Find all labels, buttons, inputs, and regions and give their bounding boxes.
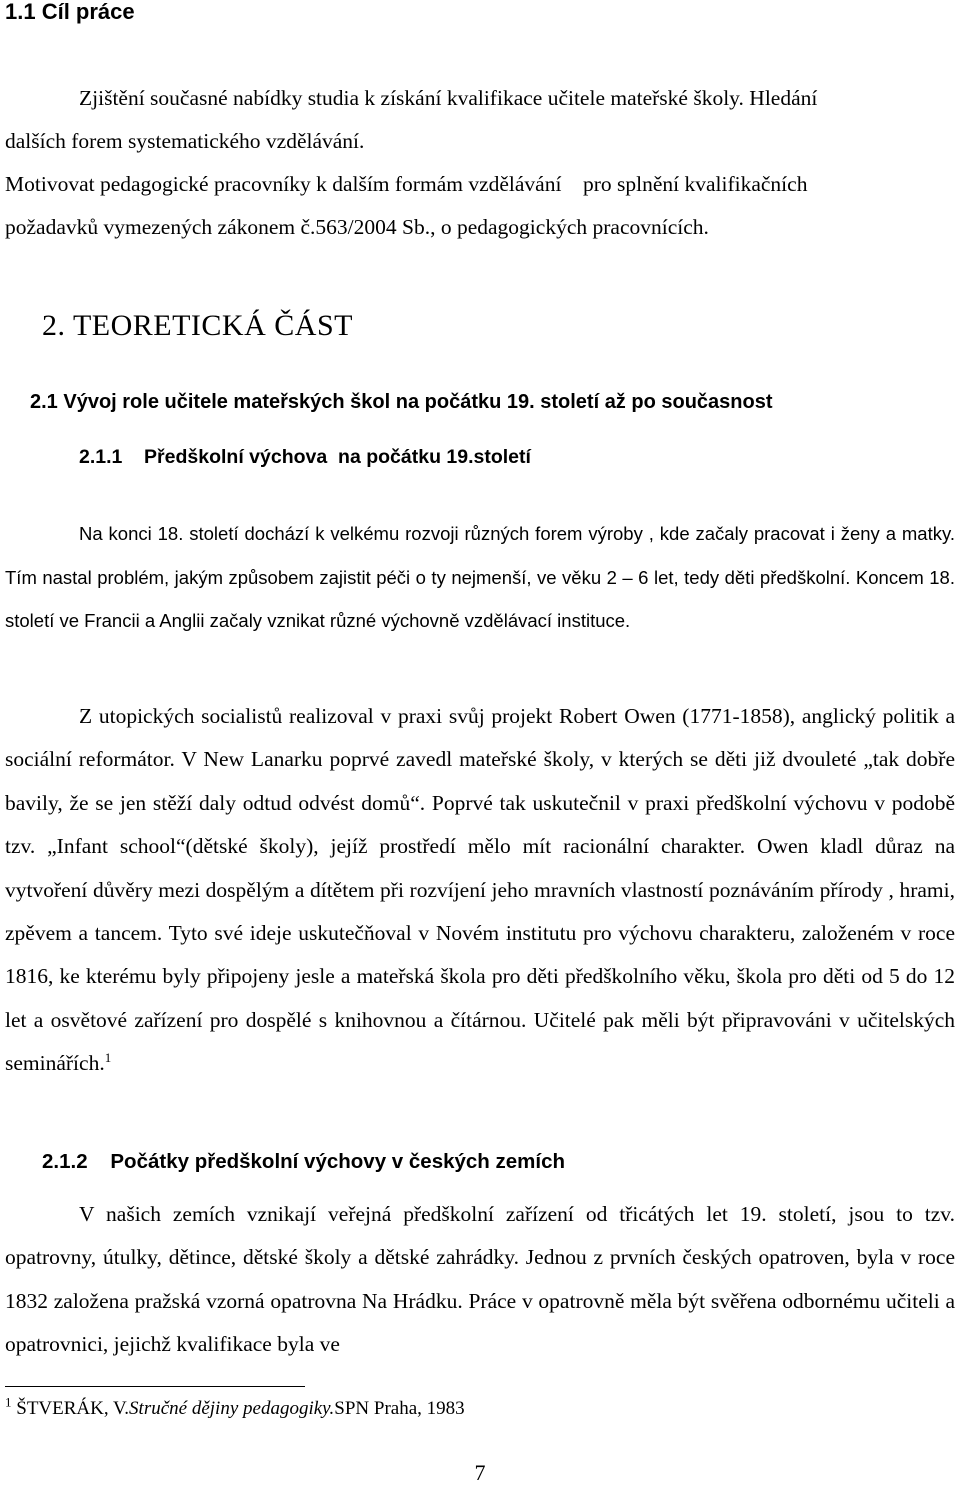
section-heading-1-1: 1.1 Cíl práce [5, 0, 135, 24]
paragraph-czech-lands: V našich zemích vznikají veřejná předškolní zařízení od třicátých let 19. století, jsou to tzv. opatrovny, útulky, dětince, dětské školy a dětské zahrádky. Jednou z prvních českých opatroven, byla v roce 1832 založena pražská vzorná opatrovna Na Hrádku. Práce v opatrovně měla být svěřena odbornému učiteli a opatrovnici, jejichž kvalifikace byla ve [5, 1202, 955, 1357]
section-heading-2-1: 2.1 Vývoj role učitele mateřských škol na počátku 19. století až po současnost [30, 391, 773, 413]
goal-line: požadavků vymezených zákonem č.563/2004 Sb., o pedagogických pracovnících. [5, 215, 709, 239]
footnote-author: ŠTVERÁK, V. [11, 1398, 130, 1419]
paragraph-19th-century: Na konci 18. století dochází k velkému rozvoji různých forem výroby , kde začaly pracovat i ženy a matky. Tím nastal problém, jakým způsobem zajistit péči o ty nejmenší, ve věku 2 – 6 let, tedy děti předškolní. Koncem 18. století ve Francii a Anglii začaly vznikat různé výchovně vzdělávací instituce. [5, 523, 955, 631]
paragraph-robert-owen [5, 695, 955, 1086]
goal-line: dalších forem systematického vzdělávání. [5, 129, 365, 153]
footnote [5, 1394, 955, 1420]
page-number: 7 [474, 1460, 486, 1485]
goal-line: Motivovat pedagogické pracovníky k dalším formám vzdělávání pro splnění kvalifikačních [5, 172, 808, 196]
goal-line: Zjištění současné nabídky studia k získání kvalifikace učitele mateřské školy. Hledání [79, 86, 818, 110]
subsection-heading-2-1-1: 2.1.1 Předškolní výchova na počátku 19.století [79, 446, 531, 468]
footnote-title: Stručné dějiny pedagogiky. [129, 1398, 335, 1419]
paragraph-robert-owen-text: Z utopických socialistů realizoval v praxi svůj projekt Robert Owen (1771-1858), anglický politik a sociální reformátor. V New Lanarku poprvé zavedl mateřské školy, v kterých se děti již dvouleté „tak dobře bavily, že se jen stěží daly odtud odvést domů“. Poprvé tak uskutečnil v praxi předškolní výchovu v podobě tzv. „Infant school“(dětské školy), jejíž prostředí mělo mít racionální charakter. Owen kladl důraz na vytvoření důvěry mezi dospělým a dítětem při rozvíjení jeho mravních vlastností poznáváním přírody , hrami, zpěvem a tancem. Tyto své ideje uskutečňoval v Novém institutu pro výchovu charakteru, založeném v roce 1816, ke kterému byly připojeny jesle a mateřská škola pro děti předškolního věku, škola pro děti od 5 do 12 let a osvětové zařízení pro dospělé s knihovnou a čítárnou. Učitelé pak měli být připravováni v učitelských seminářích. [5, 704, 955, 1076]
footnote-reference: 1 [104, 1050, 112, 1066]
footnote-number: 1 [5, 1394, 12, 1410]
subsection-heading-2-1-2: 2.1.2 Počátky předškolní výchovy v českých zemích [42, 1150, 566, 1173]
footnote-publisher: SPN Praha, 1983 [334, 1398, 465, 1419]
goal-paragraph [5, 77, 955, 249]
footnote-separator [5, 1386, 305, 1387]
chapter-heading-2: 2. TEORETICKÁ ČÁST [42, 309, 353, 342]
